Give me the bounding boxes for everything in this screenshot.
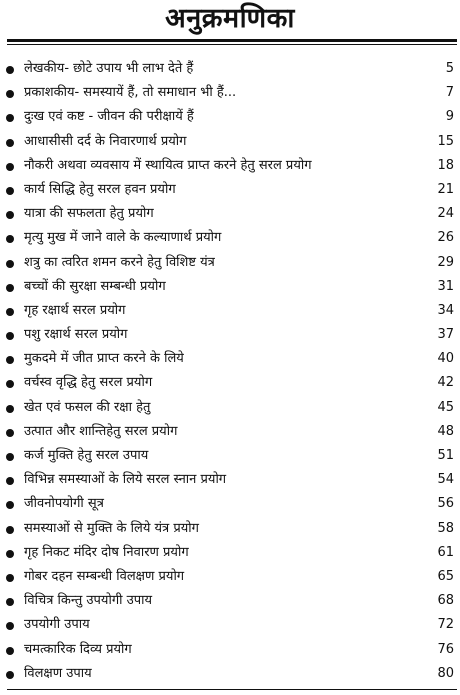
toc-entry: [0, 154, 460, 178]
toc-entry: [0, 638, 460, 662]
toc-entry-page: 58: [437, 520, 454, 536]
bullet-icon: [6, 235, 14, 243]
bullet-icon: [6, 453, 14, 461]
toc-entry: [0, 202, 460, 226]
toc-entry-label: प्रकाशकीय- समस्यायें हैं, तो समाधान भी हैं...: [24, 85, 237, 101]
title-rule-thin: [7, 44, 457, 45]
toc-entry-label: बच्चों की सुरक्षा सम्बन्धी प्रयोग: [24, 278, 166, 294]
bullet-icon: [6, 90, 14, 98]
toc-entry-page: 51: [437, 448, 454, 463]
toc-entry-label: लेखकीय- छोटे उपाय भी लाभ देते हैं: [24, 61, 194, 76]
toc-entry-page: 7: [445, 85, 454, 101]
title-rule-thick: [7, 39, 457, 42]
toc-entry: [0, 251, 460, 275]
bullet-icon: [6, 356, 14, 364]
toc-entry: [0, 371, 460, 395]
bullet-icon: [6, 405, 14, 413]
toc-entry-page: 42: [437, 375, 454, 391]
bullet-icon: [6, 574, 14, 582]
toc-entry: [0, 541, 460, 565]
toc-entry-page: 21: [437, 181, 454, 197]
toc-entry-page: 9: [445, 109, 454, 125]
toc-entry: [0, 347, 460, 371]
toc-entry: [0, 299, 460, 323]
bullet-icon: [6, 211, 14, 219]
toc-entry: [0, 57, 460, 81]
bullet-icon: [6, 163, 14, 171]
bullet-icon: [6, 187, 14, 195]
toc-entry-label: गृह निकट मंदिर दोष निवारण प्रयोग: [24, 544, 189, 560]
toc-entry-label: कार्य सिद्धि हेतु सरल हवन प्रयोग: [24, 181, 176, 197]
toc-entry-label: समस्याओं से मुक्ति के लिये यंत्र प्रयोग: [24, 520, 199, 536]
toc-entry-page: 61: [437, 544, 454, 560]
toc-entry-page: 34: [437, 302, 454, 318]
toc-entry: [0, 589, 460, 613]
page-title: अनुक्रमणिका: [165, 3, 295, 34]
toc-entry-label: मृत्यु मुख में जाने वाले के कल्याणार्थ प्रयोग: [24, 230, 222, 246]
toc-entry: [0, 81, 460, 105]
toc-entry-label: विचित्र किन्तु उपयोगी उपाय: [24, 593, 153, 609]
bullet-icon: [6, 477, 14, 485]
bottom-rule: [7, 689, 457, 690]
bullet-icon: [6, 66, 14, 74]
bullet-icon: [6, 598, 14, 606]
toc-entry-page: 15: [437, 133, 454, 149]
toc-entry-page: 31: [437, 278, 454, 294]
bullet-icon: [6, 380, 14, 388]
toc-entry-label: जीवनोपयोगी सूत्र: [24, 496, 104, 512]
toc-entry-label: चमत्कारिक दिव्य प्रयोग: [24, 641, 132, 657]
toc-entry-page: 48: [437, 423, 454, 439]
toc-entry-page: 54: [437, 472, 454, 488]
toc-entry-page: 29: [437, 254, 454, 270]
toc-entry-page: 76: [437, 641, 454, 657]
toc-entry: [0, 275, 460, 299]
toc-entry-page: 68: [437, 593, 454, 609]
toc-entry-page: 26: [437, 230, 454, 246]
toc-entry: [0, 492, 460, 516]
toc-entry-page: 40: [437, 351, 454, 367]
bullet-icon: [6, 332, 14, 340]
bullet-icon: [6, 114, 14, 122]
toc-entry-label: गृह रक्षार्थ सरल प्रयोग: [24, 302, 126, 318]
toc-entry-label: वर्चस्व वृद्धि हेतु सरल प्रयोग: [24, 375, 153, 391]
toc-entry-page: 72: [437, 617, 454, 633]
toc-entry-label: विभिन्न समस्याओं के लिये सरल स्नान प्रयोग: [24, 472, 227, 488]
bullet-icon: [6, 526, 14, 534]
toc-entry: [0, 396, 460, 420]
bullet-icon: [6, 671, 14, 679]
toc-entry-page: 80: [437, 665, 454, 681]
toc-entry: [0, 468, 460, 492]
toc-entry: [0, 565, 460, 589]
bullet-icon: [6, 622, 14, 630]
bullet-icon: [6, 260, 14, 268]
toc-entry-label: नौकरी अथवा व्यवसाय में स्थायित्व प्राप्त करने हेतु सरल प्रयोग: [24, 157, 312, 173]
toc-entry-label: कर्ज मुक्ति हेतु सरल उपाय: [24, 448, 149, 463]
toc-entry-label: खेत एवं फसल की रक्षा हेतु: [24, 399, 151, 415]
toc-entry-label: गोबर दहन सम्बन्धी विलक्षण प्रयोग: [24, 568, 185, 584]
toc-entry: [0, 323, 460, 347]
bullet-icon: [6, 550, 14, 558]
toc-entry: [0, 226, 460, 250]
toc-entry-label: दुःख एवं कष्ट - जीवन की परीक्षायें हैं: [24, 109, 194, 125]
toc-entry: [0, 130, 460, 154]
toc-entry-label: पशु रक्षार्थ सरल प्रयोग: [24, 327, 128, 343]
toc-entry-label: आधासीसी दर्द के निवारणार्थ प्रयोग: [24, 133, 187, 149]
toc-entry-label: यात्रा की सफलता हेतु प्रयोग: [24, 206, 154, 222]
toc-entry-page: 5: [445, 61, 454, 76]
toc-entry-label: विलक्षण उपाय: [24, 665, 92, 681]
toc-entry-page: 45: [437, 399, 454, 415]
toc-entry-page: 37: [437, 327, 454, 343]
toc-entry: [0, 613, 460, 637]
toc-entry-label: उपयोगी उपाय: [24, 617, 90, 633]
toc-entry-page: 24: [437, 206, 454, 222]
toc-entry: [0, 662, 460, 686]
bullet-icon: [6, 139, 14, 147]
toc-entry: [0, 517, 460, 541]
toc-entry: [0, 178, 460, 202]
toc-entry-label: शत्रु का त्वरित शमन करने हेतु विशिष्ट यंत्र: [24, 254, 215, 270]
toc-entry: [0, 105, 460, 129]
bullet-icon: [6, 284, 14, 292]
table-of-contents: [0, 57, 460, 686]
toc-entry: [0, 444, 460, 468]
toc-entry-page: 56: [437, 496, 454, 512]
toc-entry: [0, 420, 460, 444]
bullet-icon: [6, 501, 14, 509]
bullet-icon: [6, 308, 14, 316]
toc-entry-label: उत्पात और शान्तिहेतु सरल प्रयोग: [24, 423, 178, 439]
toc-entry-page: 65: [437, 568, 454, 584]
toc-entry-label: मुकदमे में जीत प्राप्त करने के लिये: [24, 351, 184, 367]
bullet-icon: [6, 429, 14, 437]
toc-entry-page: 18: [437, 157, 454, 173]
bullet-icon: [6, 647, 14, 655]
